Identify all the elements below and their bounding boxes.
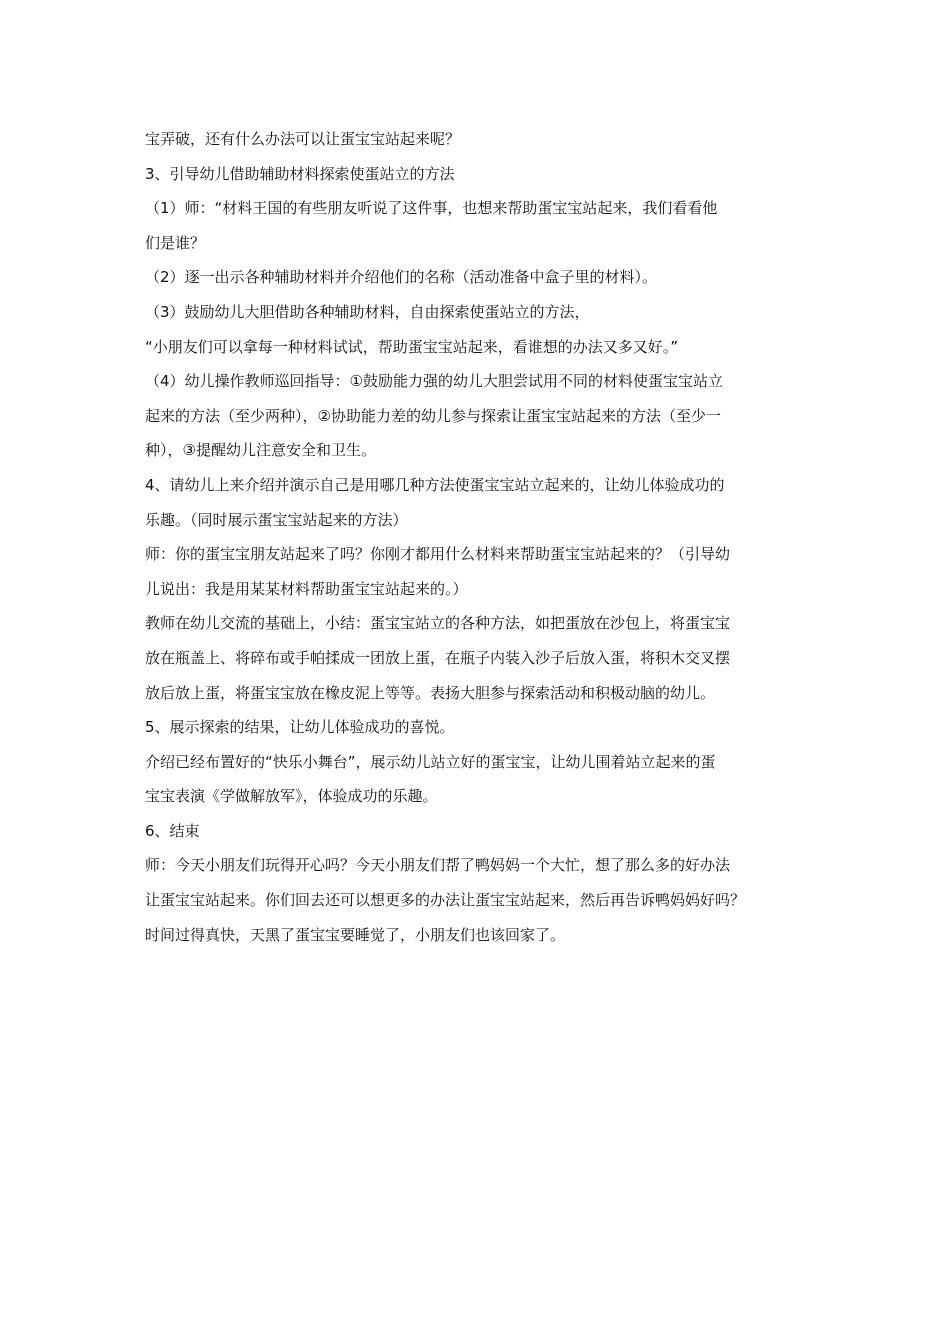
text-line: 放在瓶盖上、将碎布或手帕揉成一团放上蛋，在瓶子内装入沙子后放入蛋，将积木交叉摆 <box>145 648 731 667</box>
text-line: （3）鼓励幼儿大胆借助各种辅助材料，自由探索使蛋站立的方法， <box>145 302 590 321</box>
section-heading-6: 6、结束 <box>145 821 200 840</box>
text-line: 种），③提醒幼儿注意安全和卫生。 <box>145 441 376 460</box>
section-heading-5: 5、展示探索的结果，让幼儿体验成功的喜悦。 <box>145 718 455 737</box>
text-line: 放后放上蛋，将蛋宝宝放在橡皮泥上等等。表扬大胆参与探索活动和积极动脑的幼儿。 <box>145 683 716 702</box>
document-body <box>145 122 815 952</box>
text-line: 们是谁？ <box>145 233 206 252</box>
section-heading-4: 4、请幼儿上来介绍并演示自己是用哪几种方法使蛋宝宝站立起来的，让幼儿体验成功的 <box>145 475 725 494</box>
section-heading-3: 3、引导幼儿借助辅助材料探索使蛋站立的方法 <box>145 164 455 183</box>
text-line: 教师在幼儿交流的基础上，小结：蛋宝宝站立的各种方法，如把蛋放在沙包上，将蛋宝宝 <box>145 614 731 633</box>
text-line: 时间过得真快，天黑了蛋宝宝要睡觉了，小朋友们也该回家了。 <box>145 925 566 944</box>
text-line: 乐趣。（同时展示蛋宝宝站起来的方法） <box>145 510 408 529</box>
text-line: （4）幼儿操作教师巡回指导：①鼓励能力强的幼儿大胆尝试用不同的材料使蛋宝宝站立 <box>145 372 723 391</box>
text-line: “小朋友们可以拿每一种材料试试，帮助蛋宝宝站起来，看谁想的办法又多又好。” <box>145 337 679 356</box>
text-line: 师：你的蛋宝宝朋友站起来了吗？你刚才都用什么材料来帮助蛋宝宝站起来的？（引导幼 <box>145 545 731 564</box>
text-line: 宝弄破，还有什么办法可以让蛋宝宝站起来呢？ <box>145 130 461 148</box>
text-line: 介绍已经布置好的“快乐小舞台”，展示幼儿站立好的蛋宝宝，让幼儿围着站立起来的蛋 <box>145 752 716 771</box>
text-line: 起来的方法（至少两种），②协助能力差的幼儿参与探索让蛋宝宝站起来的方法（至少一 <box>145 406 721 425</box>
text-line: 让蛋宝宝站起来。你们回去还可以想更多的办法让蛋宝宝站起来，然后再告诉鸭妈妈好吗？ <box>145 891 746 910</box>
text-line: 宝宝表演《学做解放军》，体验成功的乐趣。 <box>145 787 438 806</box>
text-line: （2）逐一出示各种辅助材料并介绍他们的名称（活动准备中盒子里的材料）。 <box>145 268 658 287</box>
text-line: 师：今天小朋友们玩得开心吗？今天小朋友们帮了鸭妈妈一个大忙，想了那么多的好办法 <box>145 856 731 875</box>
text-line: （1）师：“材料王国的有些朋友听说了这件事，也想来帮助蛋宝宝站起来，我们看看他 <box>145 199 718 218</box>
text-line: 儿说出：我是用某某材料帮助蛋宝宝站起来的。） <box>145 579 468 598</box>
